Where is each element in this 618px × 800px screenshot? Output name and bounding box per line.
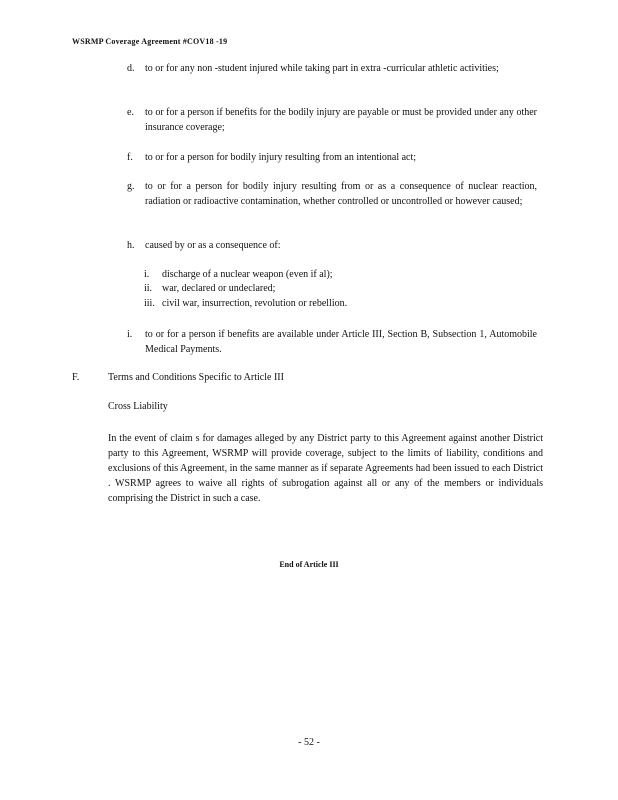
item-text: to or for a person if benefits are available under Article III, Section B, Subsection 1, Automobile Medical Payments. [145, 329, 537, 355]
sub-item-text: war, declared or undeclared; [162, 283, 276, 294]
exclusion-item-i [127, 327, 537, 357]
sub-item-text: discharge of a nuclear weapon (even if al); [162, 269, 333, 280]
document-header: WSRMP Coverage Agreement #COV18 -19 [72, 37, 228, 46]
item-text: to or for a person if benefits for the bodily injury are payable or must be provided under any other insurance coverage; [145, 107, 537, 133]
sub-item-label: i. [144, 269, 150, 280]
subheading-cross-liability: Cross Liability [108, 401, 168, 412]
sub-item-label: ii. [144, 283, 153, 294]
page-number: - 52 - [298, 737, 320, 748]
exclusion-item-e [127, 105, 537, 135]
item-label: g. [127, 181, 135, 192]
end-of-article: End of Article III [279, 560, 339, 569]
sub-item-label: iii. [144, 298, 155, 309]
item-text: to or for a person for bodily injury resulting from an intentional act; [145, 152, 417, 163]
item-label: e. [127, 107, 134, 118]
item-label: f. [127, 152, 133, 163]
exclusion-item-g [127, 179, 537, 209]
section-title: Terms and Conditions Specific to Article III [108, 372, 284, 383]
sub-item-i [144, 268, 333, 282]
exclusion-item-h [127, 238, 537, 253]
item-text: to or for a person for bodily injury resulting from or as a consequence of nuclear reaction, radiation or radioactive contamination, whether controlled or uncontrolled or however caused; [145, 181, 537, 207]
item-label: i. [127, 329, 133, 340]
sub-item-text: civil war, insurrection, revolution or rebellion. [162, 298, 348, 309]
item-text: caused by or as a consequence of: [145, 240, 281, 251]
item-label: h. [127, 240, 135, 251]
cross-liability-paragraph: In the event of claim s for damages alleged by any District party to this Agreement against another District party to this Agreement, WSRMP will provide coverage, subject to the limits of liability, conditions and exclusions of this Agreement, in the same manner as if separate Agreements had been issued to each District . WSRMP agrees to waive all rights of subrogation against all or any of the members or individuals comprising the District in such a case. [108, 433, 543, 504]
exclusion-item-f [127, 150, 537, 165]
sub-item-ii [144, 282, 275, 296]
sub-item-iii [144, 297, 347, 311]
section-letter: F. [72, 372, 80, 383]
item-label: d. [127, 63, 135, 74]
item-text: to or for any non -student injured while taking part in extra -curricular athletic activities; [145, 63, 499, 74]
exclusion-item-d [127, 61, 537, 76]
